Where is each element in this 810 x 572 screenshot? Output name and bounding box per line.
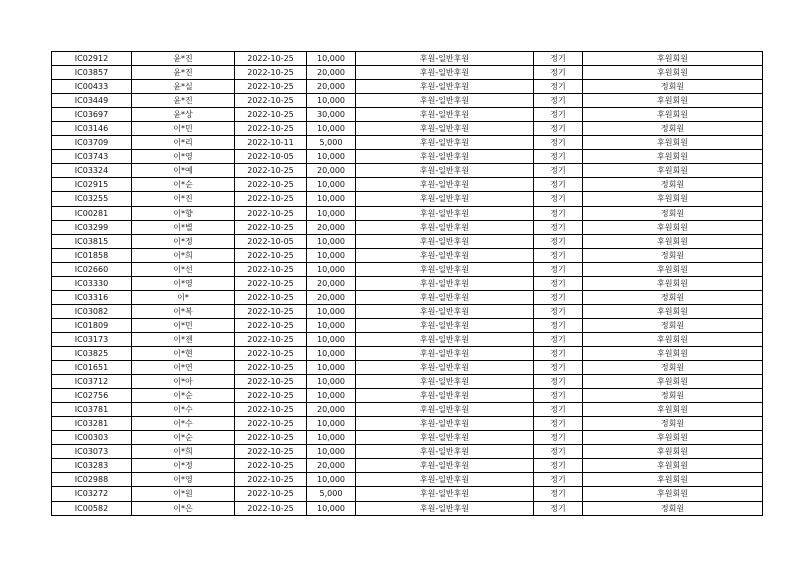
donation-date-cell: 2022-10-25 — [235, 52, 307, 66]
frequency-cell: 정기 — [534, 164, 583, 178]
amount-cell: 10,000 — [307, 234, 356, 248]
table-row — [52, 52, 763, 66]
membership-cell: 후원회원 — [583, 459, 763, 473]
donation-date-cell: 2022-10-25 — [235, 304, 307, 318]
amount-cell: 10,000 — [307, 248, 356, 262]
donor-name-cell: 이*희 — [132, 248, 235, 262]
table-row — [52, 375, 763, 389]
category-cell: 후원-일반후원 — [356, 262, 534, 276]
membership-cell: 정회원 — [583, 206, 763, 220]
membership-cell: 후원회원 — [583, 276, 763, 290]
donor-id-cell: IC03316 — [52, 290, 132, 304]
donor-name-cell: 이*영 — [132, 473, 235, 487]
donation-date-cell: 2022-10-25 — [235, 361, 307, 375]
category-cell: 후원-일반후원 — [356, 178, 534, 192]
category-cell: 후원-일반후원 — [356, 206, 534, 220]
donation-date-cell: 2022-10-25 — [235, 375, 307, 389]
membership-cell: 후원회원 — [583, 192, 763, 206]
category-cell: 후원-일반후원 — [356, 473, 534, 487]
donor-id-cell: IC03324 — [52, 164, 132, 178]
membership-cell: 정회원 — [583, 122, 763, 136]
category-cell: 후원-일반후원 — [356, 52, 534, 66]
donation-date-cell: 2022-10-25 — [235, 66, 307, 80]
table-row — [52, 304, 763, 318]
amount-cell: 20,000 — [307, 459, 356, 473]
donor-id-cell: IC03709 — [52, 136, 132, 150]
amount-cell: 10,000 — [307, 417, 356, 431]
donor-id-cell: IC03299 — [52, 220, 132, 234]
donor-id-cell: IC01651 — [52, 361, 132, 375]
membership-cell: 정회원 — [583, 80, 763, 94]
frequency-cell: 정기 — [534, 220, 583, 234]
table-row — [52, 262, 763, 276]
donor-id-cell: IC03743 — [52, 150, 132, 164]
amount-cell: 10,000 — [307, 361, 356, 375]
donor-name-cell: 이*복 — [132, 304, 235, 318]
donor-name-cell: 윤*진 — [132, 66, 235, 80]
donation-date-cell: 2022-10-25 — [235, 389, 307, 403]
amount-cell: 10,000 — [307, 150, 356, 164]
donor-id-cell: IC03146 — [52, 122, 132, 136]
amount-cell: 20,000 — [307, 276, 356, 290]
frequency-cell: 정기 — [534, 66, 583, 80]
donor-name-cell: 이*민 — [132, 122, 235, 136]
membership-cell: 정회원 — [583, 361, 763, 375]
table-row — [52, 403, 763, 417]
category-cell: 후원-일반후원 — [356, 150, 534, 164]
frequency-cell: 정기 — [534, 389, 583, 403]
amount-cell: 10,000 — [307, 304, 356, 318]
membership-cell: 후원회원 — [583, 487, 763, 501]
donation-date-cell: 2022-10-25 — [235, 445, 307, 459]
category-cell: 후원-일반후원 — [356, 346, 534, 360]
donation-date-cell: 2022-10-05 — [235, 234, 307, 248]
donation-date-cell: 2022-10-25 — [235, 332, 307, 346]
membership-cell: 후원회원 — [583, 94, 763, 108]
donor-id-cell: IC03330 — [52, 276, 132, 290]
donation-date-cell: 2022-10-11 — [235, 136, 307, 150]
amount-cell: 20,000 — [307, 164, 356, 178]
table-row — [52, 80, 763, 94]
membership-cell: 후원회원 — [583, 375, 763, 389]
frequency-cell: 정기 — [534, 94, 583, 108]
frequency-cell: 정기 — [534, 206, 583, 220]
donor-id-cell: IC01858 — [52, 248, 132, 262]
category-cell: 후원-일반후원 — [356, 164, 534, 178]
table-row — [52, 220, 763, 234]
donor-id-cell: IC02912 — [52, 52, 132, 66]
table-row — [52, 276, 763, 290]
donation-date-cell: 2022-10-25 — [235, 122, 307, 136]
membership-cell: 후원회원 — [583, 234, 763, 248]
donor-name-cell: 이*예 — [132, 164, 235, 178]
donation-date-cell: 2022-10-25 — [235, 318, 307, 332]
frequency-cell: 정기 — [534, 248, 583, 262]
table-row — [52, 487, 763, 501]
category-cell: 후원-일반후원 — [356, 290, 534, 304]
membership-cell: 정회원 — [583, 318, 763, 332]
donation-date-cell: 2022-10-25 — [235, 276, 307, 290]
table-row — [52, 332, 763, 346]
category-cell: 후원-일반후원 — [356, 332, 534, 346]
amount-cell: 10,000 — [307, 178, 356, 192]
donor-name-cell: 이*별 — [132, 220, 235, 234]
amount-cell: 10,000 — [307, 262, 356, 276]
donation-date-cell: 2022-10-25 — [235, 80, 307, 94]
table-row — [52, 94, 763, 108]
donation-date-cell: 2022-10-25 — [235, 487, 307, 501]
donor-id-cell: IC03082 — [52, 304, 132, 318]
donor-id-cell: IC00303 — [52, 431, 132, 445]
donor-name-cell: 윤*진 — [132, 52, 235, 66]
frequency-cell: 정기 — [534, 346, 583, 360]
membership-cell: 정회원 — [583, 248, 763, 262]
frequency-cell: 정기 — [534, 304, 583, 318]
amount-cell: 20,000 — [307, 403, 356, 417]
donor-name-cell: 이*정 — [132, 234, 235, 248]
donor-id-cell: IC00582 — [52, 501, 132, 515]
donation-date-cell: 2022-10-25 — [235, 220, 307, 234]
category-cell: 후원-일반후원 — [356, 234, 534, 248]
donor-id-cell: IC03272 — [52, 487, 132, 501]
donor-name-cell: 이* — [132, 290, 235, 304]
donor-id-cell: IC03255 — [52, 192, 132, 206]
frequency-cell: 정기 — [534, 136, 583, 150]
donor-name-cell: 이*진 — [132, 192, 235, 206]
donor-id-cell: IC03173 — [52, 332, 132, 346]
donor-name-cell: 이*원 — [132, 487, 235, 501]
frequency-cell: 정기 — [534, 361, 583, 375]
frequency-cell: 정기 — [534, 473, 583, 487]
donation-date-cell: 2022-10-25 — [235, 346, 307, 360]
amount-cell: 20,000 — [307, 220, 356, 234]
donor-id-cell: IC03815 — [52, 234, 132, 248]
table-row — [52, 473, 763, 487]
donor-id-cell: IC03283 — [52, 459, 132, 473]
donor-name-cell: 이*희 — [132, 445, 235, 459]
table-row — [52, 431, 763, 445]
frequency-cell: 정기 — [534, 108, 583, 122]
donor-name-cell: 이*향 — [132, 206, 235, 220]
frequency-cell: 정기 — [534, 150, 583, 164]
amount-cell: 10,000 — [307, 501, 356, 515]
membership-cell: 정회원 — [583, 178, 763, 192]
frequency-cell: 정기 — [534, 262, 583, 276]
category-cell: 후원-일반후원 — [356, 361, 534, 375]
frequency-cell: 정기 — [534, 487, 583, 501]
frequency-cell: 정기 — [534, 192, 583, 206]
donor-name-cell: 이*정 — [132, 459, 235, 473]
category-cell: 후원-일반후원 — [356, 248, 534, 262]
amount-cell: 10,000 — [307, 206, 356, 220]
table-row — [52, 445, 763, 459]
table-row — [52, 248, 763, 262]
membership-cell: 후원회원 — [583, 150, 763, 164]
donor-name-cell: 이*선 — [132, 262, 235, 276]
frequency-cell: 정기 — [534, 417, 583, 431]
donor-name-cell: 이*연 — [132, 361, 235, 375]
amount-cell: 10,000 — [307, 192, 356, 206]
category-cell: 후원-일반후원 — [356, 136, 534, 150]
donor-name-cell: 윤*상 — [132, 108, 235, 122]
amount-cell: 5,000 — [307, 136, 356, 150]
category-cell: 후원-일반후원 — [356, 375, 534, 389]
donor-id-cell: IC03857 — [52, 66, 132, 80]
donor-name-cell: 이*리 — [132, 136, 235, 150]
membership-cell: 후원회원 — [583, 220, 763, 234]
donation-date-cell: 2022-10-25 — [235, 290, 307, 304]
table-row — [52, 361, 763, 375]
category-cell: 후원-일반후원 — [356, 94, 534, 108]
membership-cell: 정회원 — [583, 501, 763, 515]
category-cell: 후원-일반후원 — [356, 501, 534, 515]
donor-name-cell: 윤*진 — [132, 94, 235, 108]
donor-name-cell: 이*순 — [132, 431, 235, 445]
membership-cell: 후원회원 — [583, 108, 763, 122]
donor-name-cell: 이*영 — [132, 276, 235, 290]
donor-id-cell: IC02915 — [52, 178, 132, 192]
table-row — [52, 346, 763, 360]
category-cell: 후원-일반후원 — [356, 192, 534, 206]
donor-name-cell: 이*아 — [132, 375, 235, 389]
table-row — [52, 389, 763, 403]
table-row — [52, 290, 763, 304]
frequency-cell: 정기 — [534, 459, 583, 473]
donation-date-cell: 2022-10-25 — [235, 403, 307, 417]
donor-id-cell: IC03781 — [52, 403, 132, 417]
donor-name-cell: 이*순 — [132, 178, 235, 192]
frequency-cell: 정기 — [534, 178, 583, 192]
amount-cell: 5,000 — [307, 487, 356, 501]
amount-cell: 10,000 — [307, 346, 356, 360]
donation-date-cell: 2022-10-25 — [235, 178, 307, 192]
frequency-cell: 정기 — [534, 501, 583, 515]
membership-cell: 후원회원 — [583, 52, 763, 66]
donation-date-cell: 2022-10-25 — [235, 473, 307, 487]
amount-cell: 10,000 — [307, 122, 356, 136]
donor-id-cell: IC01809 — [52, 318, 132, 332]
table-row — [52, 501, 763, 515]
membership-cell: 후원회원 — [583, 66, 763, 80]
membership-cell: 후원회원 — [583, 262, 763, 276]
membership-cell: 후원회원 — [583, 445, 763, 459]
donor-name-cell: 이*젠 — [132, 332, 235, 346]
donor-id-cell: IC03073 — [52, 445, 132, 459]
amount-cell: 10,000 — [307, 431, 356, 445]
donor-id-cell: IC03712 — [52, 375, 132, 389]
amount-cell: 20,000 — [307, 66, 356, 80]
donor-name-cell: 이*순 — [132, 389, 235, 403]
donor-id-cell: IC02660 — [52, 262, 132, 276]
donation-date-cell: 2022-10-25 — [235, 417, 307, 431]
category-cell: 후원-일반후원 — [356, 417, 534, 431]
frequency-cell: 정기 — [534, 445, 583, 459]
table-row — [52, 136, 763, 150]
donor-name-cell: 이*수 — [132, 403, 235, 417]
frequency-cell: 정기 — [534, 80, 583, 94]
donation-table-body — [52, 52, 763, 516]
donor-name-cell: 이*현 — [132, 346, 235, 360]
membership-cell: 정회원 — [583, 389, 763, 403]
donor-id-cell: IC00433 — [52, 80, 132, 94]
category-cell: 후원-일반후원 — [356, 80, 534, 94]
membership-cell: 후원회원 — [583, 403, 763, 417]
frequency-cell: 정기 — [534, 276, 583, 290]
category-cell: 후원-일반후원 — [356, 304, 534, 318]
donation-date-cell: 2022-10-25 — [235, 164, 307, 178]
membership-cell: 후원회원 — [583, 346, 763, 360]
donor-id-cell: IC02988 — [52, 473, 132, 487]
donor-id-cell: IC03825 — [52, 346, 132, 360]
membership-cell: 정회원 — [583, 417, 763, 431]
membership-cell: 후원회원 — [583, 431, 763, 445]
table-row — [52, 164, 763, 178]
frequency-cell: 정기 — [534, 403, 583, 417]
donor-id-cell: IC03449 — [52, 94, 132, 108]
donation-date-cell: 2022-10-25 — [235, 192, 307, 206]
donor-id-cell: IC03281 — [52, 417, 132, 431]
donor-name-cell: 이*수 — [132, 417, 235, 431]
membership-cell: 후원회원 — [583, 164, 763, 178]
category-cell: 후원-일반후원 — [356, 487, 534, 501]
table-row — [52, 178, 763, 192]
category-cell: 후원-일반후원 — [356, 403, 534, 417]
donation-date-cell: 2022-10-25 — [235, 501, 307, 515]
amount-cell: 20,000 — [307, 290, 356, 304]
frequency-cell: 정기 — [534, 52, 583, 66]
amount-cell: 10,000 — [307, 473, 356, 487]
membership-cell: 후원회원 — [583, 473, 763, 487]
amount-cell: 30,000 — [307, 108, 356, 122]
membership-cell: 후원회원 — [583, 304, 763, 318]
table-row — [52, 150, 763, 164]
frequency-cell: 정기 — [534, 234, 583, 248]
donor-id-cell: IC00281 — [52, 206, 132, 220]
category-cell: 후원-일반후원 — [356, 445, 534, 459]
amount-cell: 10,000 — [307, 389, 356, 403]
category-cell: 후원-일반후원 — [356, 431, 534, 445]
membership-cell: 후원회원 — [583, 332, 763, 346]
category-cell: 후원-일반후원 — [356, 318, 534, 332]
category-cell: 후원-일반후원 — [356, 66, 534, 80]
donation-date-cell: 2022-10-25 — [235, 206, 307, 220]
donor-name-cell: 이*은 — [132, 501, 235, 515]
donor-id-cell: IC02756 — [52, 389, 132, 403]
donor-id-cell: IC03697 — [52, 108, 132, 122]
table-row — [52, 318, 763, 332]
donor-name-cell: 이*영 — [132, 150, 235, 164]
donation-date-cell: 2022-10-25 — [235, 248, 307, 262]
donation-table — [51, 51, 763, 516]
frequency-cell: 정기 — [534, 318, 583, 332]
donation-date-cell: 2022-10-05 — [235, 150, 307, 164]
frequency-cell: 정기 — [534, 431, 583, 445]
amount-cell: 20,000 — [307, 80, 356, 94]
frequency-cell: 정기 — [534, 290, 583, 304]
table-row — [52, 66, 763, 80]
table-row — [52, 192, 763, 206]
donation-date-cell: 2022-10-25 — [235, 459, 307, 473]
category-cell: 후원-일반후원 — [356, 108, 534, 122]
category-cell: 후원-일반후원 — [356, 122, 534, 136]
donation-date-cell: 2022-10-25 — [235, 108, 307, 122]
category-cell: 후원-일반후원 — [356, 459, 534, 473]
table-row — [52, 206, 763, 220]
frequency-cell: 정기 — [534, 332, 583, 346]
amount-cell: 10,000 — [307, 318, 356, 332]
category-cell: 후원-일반후원 — [356, 276, 534, 290]
donor-name-cell: 윤*실 — [132, 80, 235, 94]
table-row — [52, 234, 763, 248]
table-row — [52, 417, 763, 431]
amount-cell: 10,000 — [307, 375, 356, 389]
frequency-cell: 정기 — [534, 375, 583, 389]
amount-cell: 10,000 — [307, 332, 356, 346]
category-cell: 후원-일반후원 — [356, 389, 534, 403]
table-row — [52, 108, 763, 122]
donation-date-cell: 2022-10-25 — [235, 431, 307, 445]
donation-date-cell: 2022-10-25 — [235, 94, 307, 108]
membership-cell: 정회원 — [583, 290, 763, 304]
table-row — [52, 122, 763, 136]
amount-cell: 10,000 — [307, 94, 356, 108]
donation-date-cell: 2022-10-25 — [235, 262, 307, 276]
amount-cell: 10,000 — [307, 52, 356, 66]
table-row — [52, 459, 763, 473]
frequency-cell: 정기 — [534, 122, 583, 136]
membership-cell: 후원회원 — [583, 136, 763, 150]
amount-cell: 10,000 — [307, 445, 356, 459]
donor-name-cell: 이*민 — [132, 318, 235, 332]
category-cell: 후원-일반후원 — [356, 220, 534, 234]
